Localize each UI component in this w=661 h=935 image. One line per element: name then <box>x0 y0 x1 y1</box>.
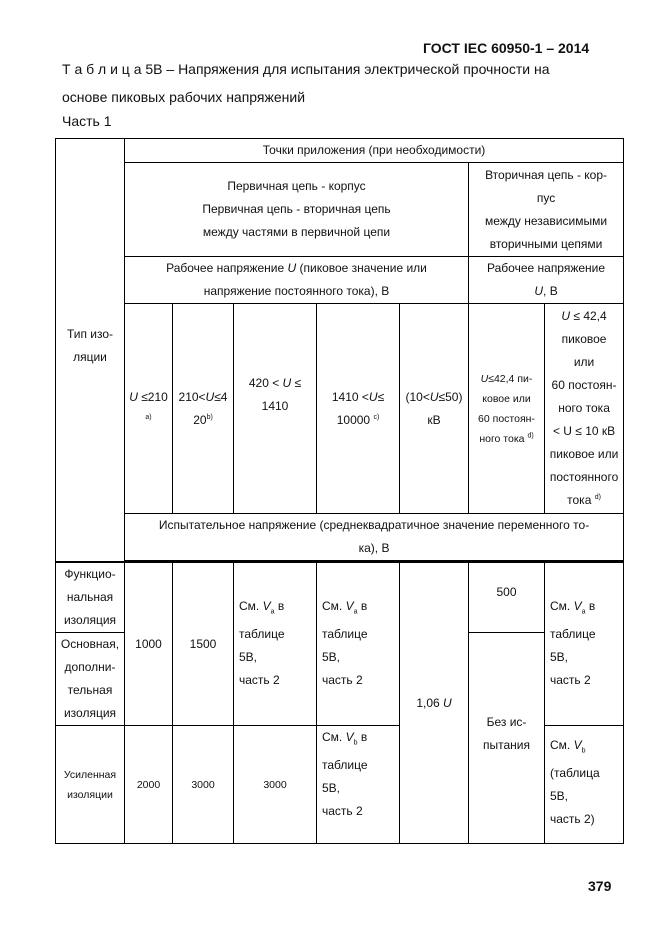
common-1-06-u-cell: 1,06 U <box>400 562 469 844</box>
see-va-cell: См. $V_a$ в таблице 5В, часть 2 <box>545 562 624 726</box>
reinforced-value-cell: 2000 <box>125 726 173 844</box>
test-voltage-header: Испытательное напряжение (среднеквадратичное значение переменного то- ка), В <box>125 514 624 561</box>
row-label-basic: Основная, дополни- тельная изоляция <box>56 633 125 726</box>
voltage-range: U≤42,4 пи- ковое или 60 постоян- ного тока $^{d)}$ <box>469 304 545 514</box>
working-voltage-secondary: Рабочее напряжение U, В <box>469 257 624 304</box>
row-label-functional: Функцио- нальная изоляция <box>56 562 125 633</box>
basic-value-cell: 1000 <box>125 562 173 726</box>
see-va-cell: См. $V_a$ в таблице 5В, часть 2 <box>234 562 317 726</box>
points-of-application-header: Точки приложения (при необходимости) <box>125 139 624 163</box>
voltage-range: U ≤210 $^{а)}$ <box>125 304 173 514</box>
basic-value-cell: 1500 <box>173 562 234 726</box>
reinforced-value-cell: 3000 <box>173 726 234 844</box>
working-voltage-primary: Рабочее напряжение U (пиковое значение или напряжение постоянного тока), В <box>125 257 469 304</box>
secondary-circuit-header: Вторичная цепь - кор- пус между независимыми вторичными цепями <box>469 163 624 257</box>
reinforced-value-cell: 3000 <box>234 726 317 844</box>
voltage-range: 210<U≤4 20$^{b)}$ <box>173 304 234 514</box>
page-number: 379 <box>588 878 612 894</box>
no-test-cell: Без ис- пытания <box>469 633 545 844</box>
standard-number: ГОСТ IEC 60950-1 – 2014 <box>423 40 590 56</box>
voltage-range: 420 < U ≤ 1410 <box>234 304 317 514</box>
table-caption-line2: основе пиковых рабочих напряжений <box>62 89 306 105</box>
primary-circuit-header: Первичная цепь - корпус Первичная цепь - вторичная цепь между частями в первичной цепи <box>125 163 469 257</box>
voltage-range: (10<U≤50) кВ <box>400 304 469 514</box>
see-vb-cell: См. $V_b$ (таблица 5В, часть 2) <box>545 726 624 844</box>
table-caption-line1: Т а б л и ц а 5В – Напряжения для испытания электрической прочности на <box>62 61 550 77</box>
see-vb-cell: См. $V_b$ в таблице 5В, часть 2 <box>317 726 400 844</box>
voltage-range: U ≤ 42,4 пиковое или 60 постоян- ного тока < U ≤ 10 кВ пиковое или постоянного тока $^{d)}$ <box>545 304 624 514</box>
voltage-range: 1410 <U≤ 10000 $^{c)}$ <box>317 304 400 514</box>
voltage-test-table <box>55 138 624 844</box>
table-part-label: Часть 1 <box>62 113 112 129</box>
row-label-reinforced: Усиленная изоляции <box>56 726 125 844</box>
see-va-cell: См. $V_a$ в таблице 5В, часть 2 <box>317 562 400 726</box>
secondary-functional-value: 500 <box>469 562 545 633</box>
insulation-type-header: Тип изо- ляции <box>56 139 125 563</box>
